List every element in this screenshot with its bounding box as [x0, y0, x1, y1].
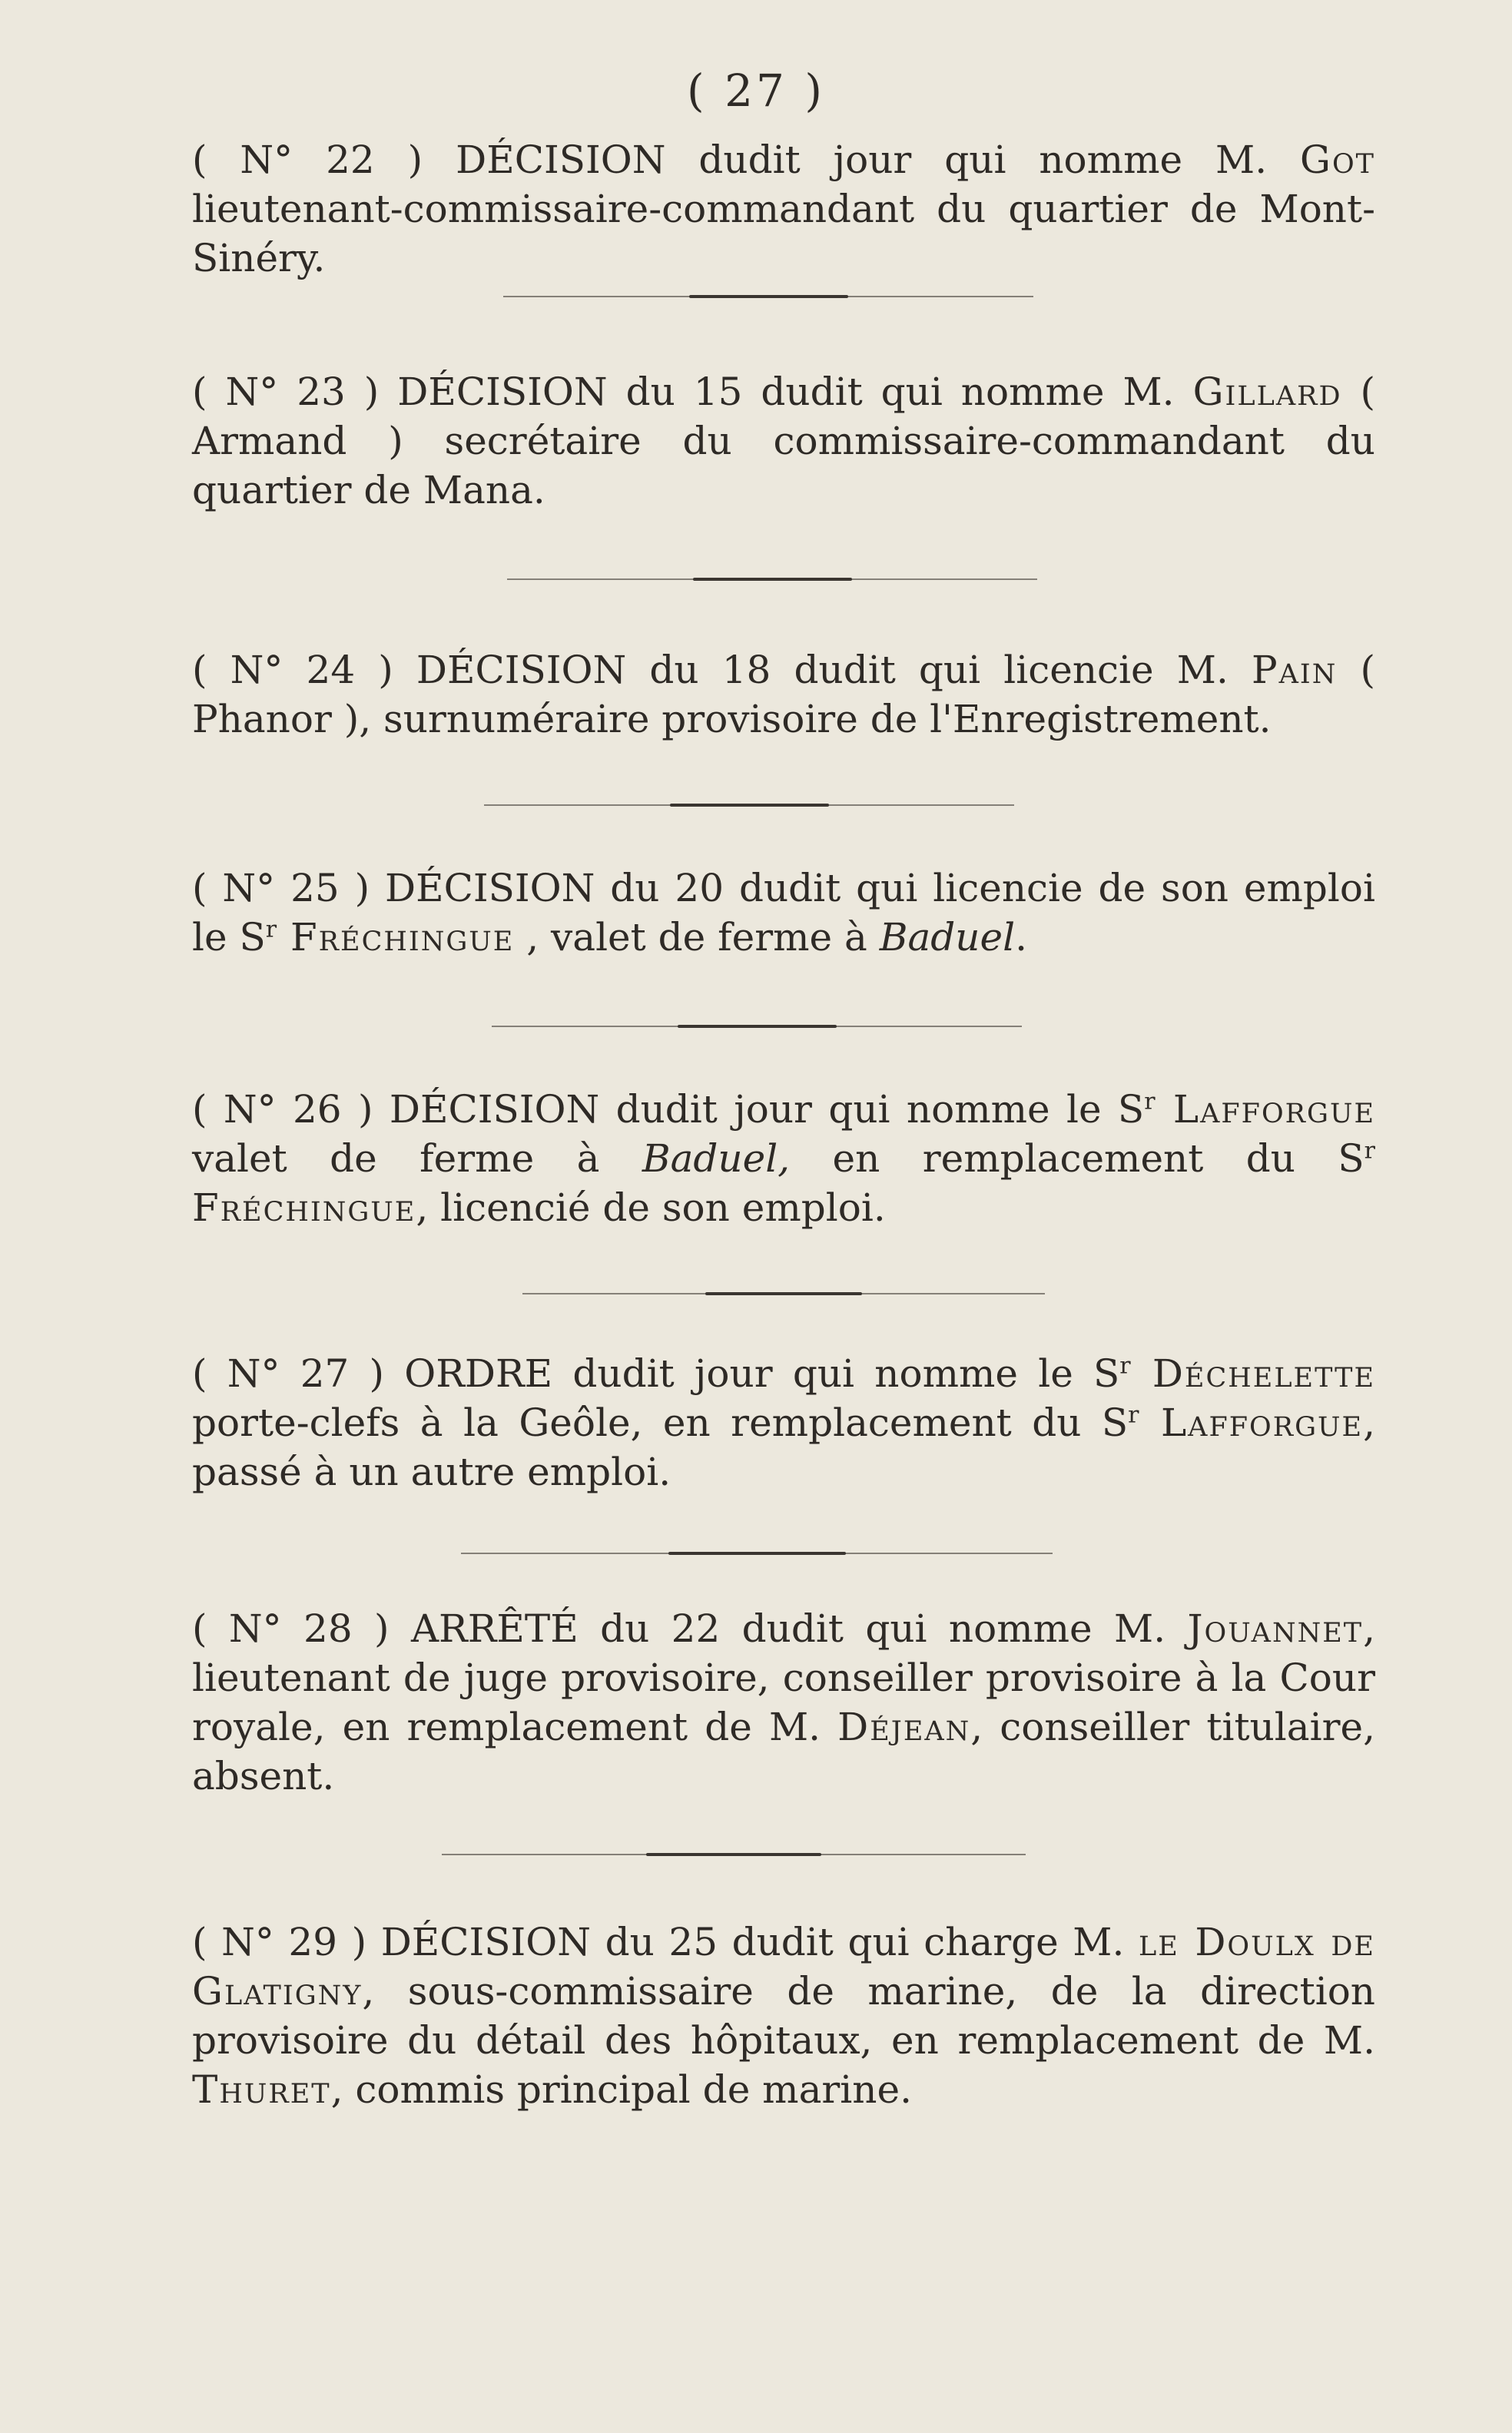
entry-25: ( N° 25 ) DÉCISION du 20 dudit qui licencie de son emploi le $S^r$ Fréchingue , valet de ferme à Baduel. — [192, 866, 1376, 960]
entry-number: ( N° 22 ) — [192, 138, 423, 182]
entry-number: ( N° 23 ) — [192, 370, 380, 414]
separator-rule — [503, 295, 1033, 298]
entry-27: ( N° 27 ) ORDRE dudit jour qui nomme le $S^r$ Déchelette porte-clefs à la Geôle, en remplacement du $S^r$ Lafforgue, passé à un autre emploi. — [192, 1351, 1375, 1494]
entry-type: ORDRE — [404, 1351, 553, 1396]
person-name: Jouannet — [1187, 1606, 1364, 1651]
entry-22: ( N° 22 ) DÉCISION dudit jour qui nomme M. Got lieutenant-commissaire-commandant du quartier de Mont-Sinéry. — [192, 138, 1375, 280]
entry-type: DÉCISION — [416, 648, 627, 692]
entry-24: ( N° 24 ) DÉCISION du 18 dudit qui licencie M. Pain ( Phanor ), surnuméraire provisoire de l'Enregistrement. — [192, 648, 1375, 741]
person-name: Fréchingue — [192, 1185, 416, 1230]
separator-rule — [507, 578, 1037, 581]
entry-number: ( N° 26 ) — [192, 1087, 373, 1132]
person-name: Gillard — [1192, 370, 1342, 414]
entry-type: DÉCISION — [397, 370, 608, 414]
entry-28: ( N° 28 ) ARRÊTÉ du 22 dudit qui nomme M. Jouannet, lieutenant de juge provisoire, conseiller provisoire à la Cour royale, en remplacement de M. Déjean, conseiller titulaire, absent. — [192, 1606, 1375, 1798]
entry-number: ( N° 28 ) — [192, 1606, 390, 1651]
entry-type: DÉCISION — [389, 1087, 600, 1132]
entry-23: ( N° 23 ) DÉCISION du 15 dudit qui nomme M. Gillard ( Armand ) secrétaire du commissaire-commandant du quartier de Mana. — [192, 370, 1375, 512]
entry-type: DÉCISION — [380, 1920, 592, 1964]
entry-26: ( N° 26 ) DÉCISION dudit jour qui nomme le $S^r$ Lafforgue valet de ferme à Baduel, en remplacement du $S^r$ Fréchingue, licencié de son emploi. — [192, 1087, 1375, 1230]
separator-rule — [461, 1552, 1053, 1555]
separator-rule — [484, 804, 1014, 807]
separator-rule — [442, 1853, 1026, 1856]
page-number: ( 27 ) — [687, 65, 825, 117]
entry-number: ( N° 24 ) — [192, 648, 393, 692]
separator-rule — [492, 1025, 1022, 1028]
entry-type: DÉCISION — [456, 138, 666, 182]
entry-29: ( N° 29 ) DÉCISION du 25 dudit qui charge M. le Doulx de Glatigny, sous-commissaire de marine, de la direction provisoire du détail des hôpitaux, en remplacement de M. Thuret, commis principal de marine. — [192, 1920, 1375, 2112]
entry-number: ( N° 29 ) — [192, 1920, 367, 1964]
person-name: Déjean — [837, 1705, 971, 1749]
person-name: Lafforgue — [1155, 1087, 1375, 1132]
entry-number: ( N° 27 ) — [192, 1351, 385, 1396]
entry-type: DÉCISION — [385, 866, 595, 910]
person-name: Pain — [1251, 648, 1338, 692]
place-name: Baduel — [879, 915, 1016, 960]
entry-type: ARRÊTÉ — [410, 1606, 579, 1651]
person-name: Déchelette — [1130, 1351, 1375, 1396]
person-name: Lafforgue — [1139, 1400, 1364, 1445]
person-name: Thuret — [192, 2067, 331, 2112]
entry-number: ( N° 25 ) — [192, 866, 370, 910]
separator-rule — [522, 1292, 1045, 1295]
person-name: le Doulx de Glatigny — [192, 1920, 1375, 2014]
person-name: Fréchingue — [277, 915, 515, 960]
person-name: Got — [1300, 138, 1375, 182]
place-name: Baduel, — [642, 1136, 791, 1181]
